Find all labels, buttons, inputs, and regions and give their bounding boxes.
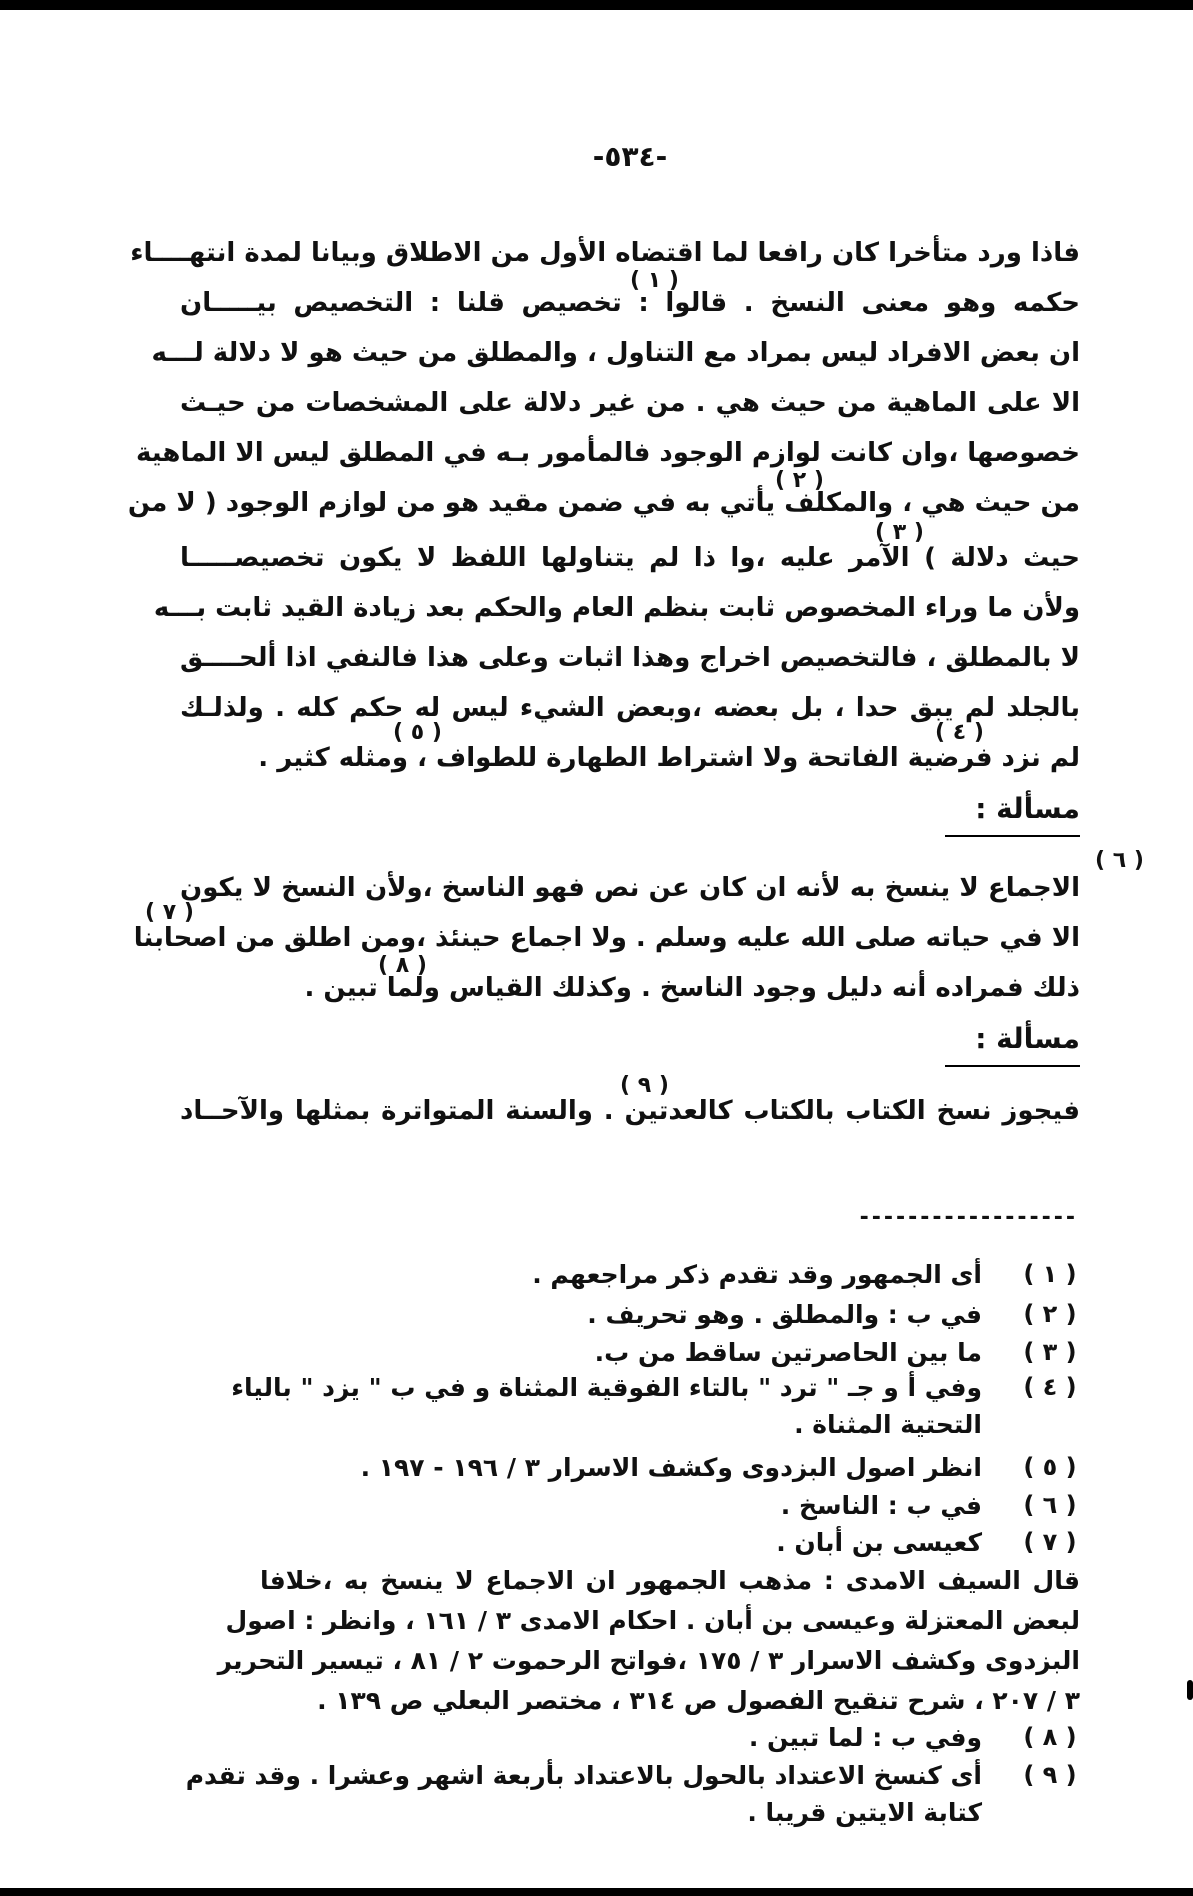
body-line: من حيث هي ، والمكلف يأتي به في ضمن مقيد هو من لوازم الوجود ( لا من xyxy=(127,488,1080,518)
footnote-ref-3[interactable]: ( ٣ ) xyxy=(875,520,924,545)
section-heading: مسألة : xyxy=(975,792,1080,825)
footnote-ref-7[interactable]: ( ٧ ) xyxy=(145,900,194,925)
body-line: فاذا ورد متأخرا كان رافعا لما اقتضاه الأول من الاطلاق وبيانا لمدة انتهــــاء xyxy=(130,238,1080,268)
footnote xyxy=(180,1530,1080,1560)
footnote-continuation: لبعض المعتزلة وعيسى بن أبان . احكام الامدى ٣ / ١٦١ ، وانظر : اصول xyxy=(225,1606,1080,1635)
footnote xyxy=(180,1375,1080,1405)
footnote-text: في ب : الناسخ . xyxy=(780,1491,982,1520)
footnote xyxy=(180,1725,1080,1755)
footnote-ref-8[interactable]: ( ٨ ) xyxy=(378,953,427,978)
body-line: خصوصها ،وان كانت لوازم الوجود فالمأمور بـه في المطلق ليس الا الماهية xyxy=(136,438,1080,468)
footnote xyxy=(180,1763,1080,1793)
footnote xyxy=(180,1412,1080,1442)
body-line: الاجماع لا ينسخ به لأنه ان كان عن نص فهو الناسخ ،ولأن النسخ لا يكون xyxy=(180,873,1080,903)
footnote-text: أى الجمهور وقد تقدم ذكر مراجعهم . xyxy=(532,1260,982,1289)
footnote-continuation: ٣ / ٢٠٧ ، شرح تنقيح الفصول ص ٣١٤ ، مختصر البعلي ص ١٣٩ . xyxy=(317,1686,1080,1715)
footnote-text: انظر اصول البزدوى وكشف الاسرار ٣ / ١٩٦ - ١٩٧ . xyxy=(360,1453,982,1482)
footnote-text: التحتية المثناة . xyxy=(794,1410,982,1439)
footnote-text: وفي أ و جـ " ترد " بالتاء الفوقية المثناة و في ب " يزد " بالياء xyxy=(231,1373,982,1402)
footnote-text: في ب : والمطلق . وهو تحريف . xyxy=(587,1300,982,1329)
scan-edge-mark xyxy=(1187,1680,1193,1700)
footnote-continuation: البزدوى وكشف الاسرار ٣ / ١٧٥ ،فواتح الرحموت ٢ / ٨١ ، تيسير التحرير xyxy=(217,1646,1080,1675)
footnote-ref-2[interactable]: ( ٢ ) xyxy=(775,468,824,493)
footnote-text: كتابة الايتين قريبا . xyxy=(747,1798,982,1827)
scan-bottom-edge xyxy=(0,1888,1193,1896)
footnote-ref-5[interactable]: ( ٥ ) xyxy=(393,720,442,745)
footnote xyxy=(180,1262,1080,1292)
section-heading: مسألة : xyxy=(975,1022,1080,1055)
footnote-number: ( ١ ) xyxy=(1023,1260,1077,1288)
footnote-ref-6[interactable]: ( ٦ ) xyxy=(1095,848,1144,873)
footnote-separator: ------------------ xyxy=(859,1205,1078,1230)
heading-underline xyxy=(945,835,1080,837)
footnote-text: أى كنسخ الاعتداد بالحول بالاعتداد بأربعة اشهر وعشرا . وقد تقدم xyxy=(185,1761,982,1790)
body-line: فيجوز نسخ الكتاب بالكتاب كالعدتين . والسنة المتواترة بمثلها والآحــاد xyxy=(180,1096,1080,1126)
footnote xyxy=(180,1493,1080,1523)
scan-top-edge xyxy=(0,0,1193,10)
footnote-number: ( ٧ ) xyxy=(1023,1528,1077,1556)
body-line: الا في حياته صلى الله عليه وسلم . ولا اجماع حينئذ ،ومن اطلق من اصحابنا xyxy=(133,923,1080,953)
footnote-number: ( ٩ ) xyxy=(1023,1761,1077,1789)
footnote-number: ( ٦ ) xyxy=(1023,1491,1077,1519)
footnote-ref-9[interactable]: ( ٩ ) xyxy=(620,1073,669,1098)
heading-underline xyxy=(945,1065,1080,1067)
footnote xyxy=(180,1800,1080,1830)
body-line: بالجلد لم يبق حدا ، بل بعضه ،وبعض الشيء ليس له حكم كله . ولذلـك xyxy=(180,693,1080,723)
footnote-ref-4[interactable]: ( ٤ ) xyxy=(935,720,984,745)
footnote-number: ( ٤ ) xyxy=(1023,1373,1077,1401)
footnote-number: ( ٨ ) xyxy=(1023,1723,1077,1751)
body-line: ولأن ما وراء المخصوص ثابت بنظم العام والحكم بعد زيادة القيد ثابت بـــه xyxy=(153,593,1080,623)
body-line: لا بالمطلق ، فالتخصيص اخراج وهذا اثبات وعلى هذا فالنفي اذا ألحــــق xyxy=(180,643,1080,673)
footnote xyxy=(180,1455,1080,1485)
body-line: ذلك فمراده أنه دليل وجود الناسخ . وكذلك القياس ولما تبين . xyxy=(304,973,1080,1003)
footnote-ref-1[interactable]: ( ١ ) xyxy=(630,268,679,293)
body-line: حيث دلالة ) الآمر عليه ،وا ذا لم يتناولها اللفظ لا يكون تخصيصـــــا xyxy=(180,543,1080,573)
body-line: الا على الماهية من حيث هي . من غير دلالة على المشخصات من حيـث xyxy=(180,388,1080,418)
body-line: ان بعض الافراد ليس بمراد مع التناول ، والمطلق من حيث هو لا دلالة لـــه xyxy=(151,338,1080,368)
footnote-number: ( ٢ ) xyxy=(1023,1300,1077,1328)
footnote-number: ( ٥ ) xyxy=(1023,1453,1077,1481)
page-number: -٥٣٤- xyxy=(592,140,668,173)
footnote xyxy=(180,1340,1080,1370)
footnote xyxy=(180,1302,1080,1332)
footnote-number: ( ٣ ) xyxy=(1023,1338,1077,1366)
footnote-text: ما بين الحاصرتين ساقط من ب. xyxy=(594,1338,982,1367)
body-line: حكمه وهو معنى النسخ . قالوا : تخصيص قلنا : التخصيص بيـــــان xyxy=(180,288,1080,318)
footnote-continuation: قال السيف الامدى : مذهب الجمهور ان الاجماع لا ينسخ به ،خلافا xyxy=(260,1566,1080,1595)
footnote-text: وفي ب : لما تبين . xyxy=(748,1723,982,1752)
body-line: لم نزد فرضية الفاتحة ولا اشتراط الطهارة للطواف ، ومثله كثير . xyxy=(258,743,1080,773)
footnote-text: كعيسى بن أبان . xyxy=(776,1528,982,1557)
